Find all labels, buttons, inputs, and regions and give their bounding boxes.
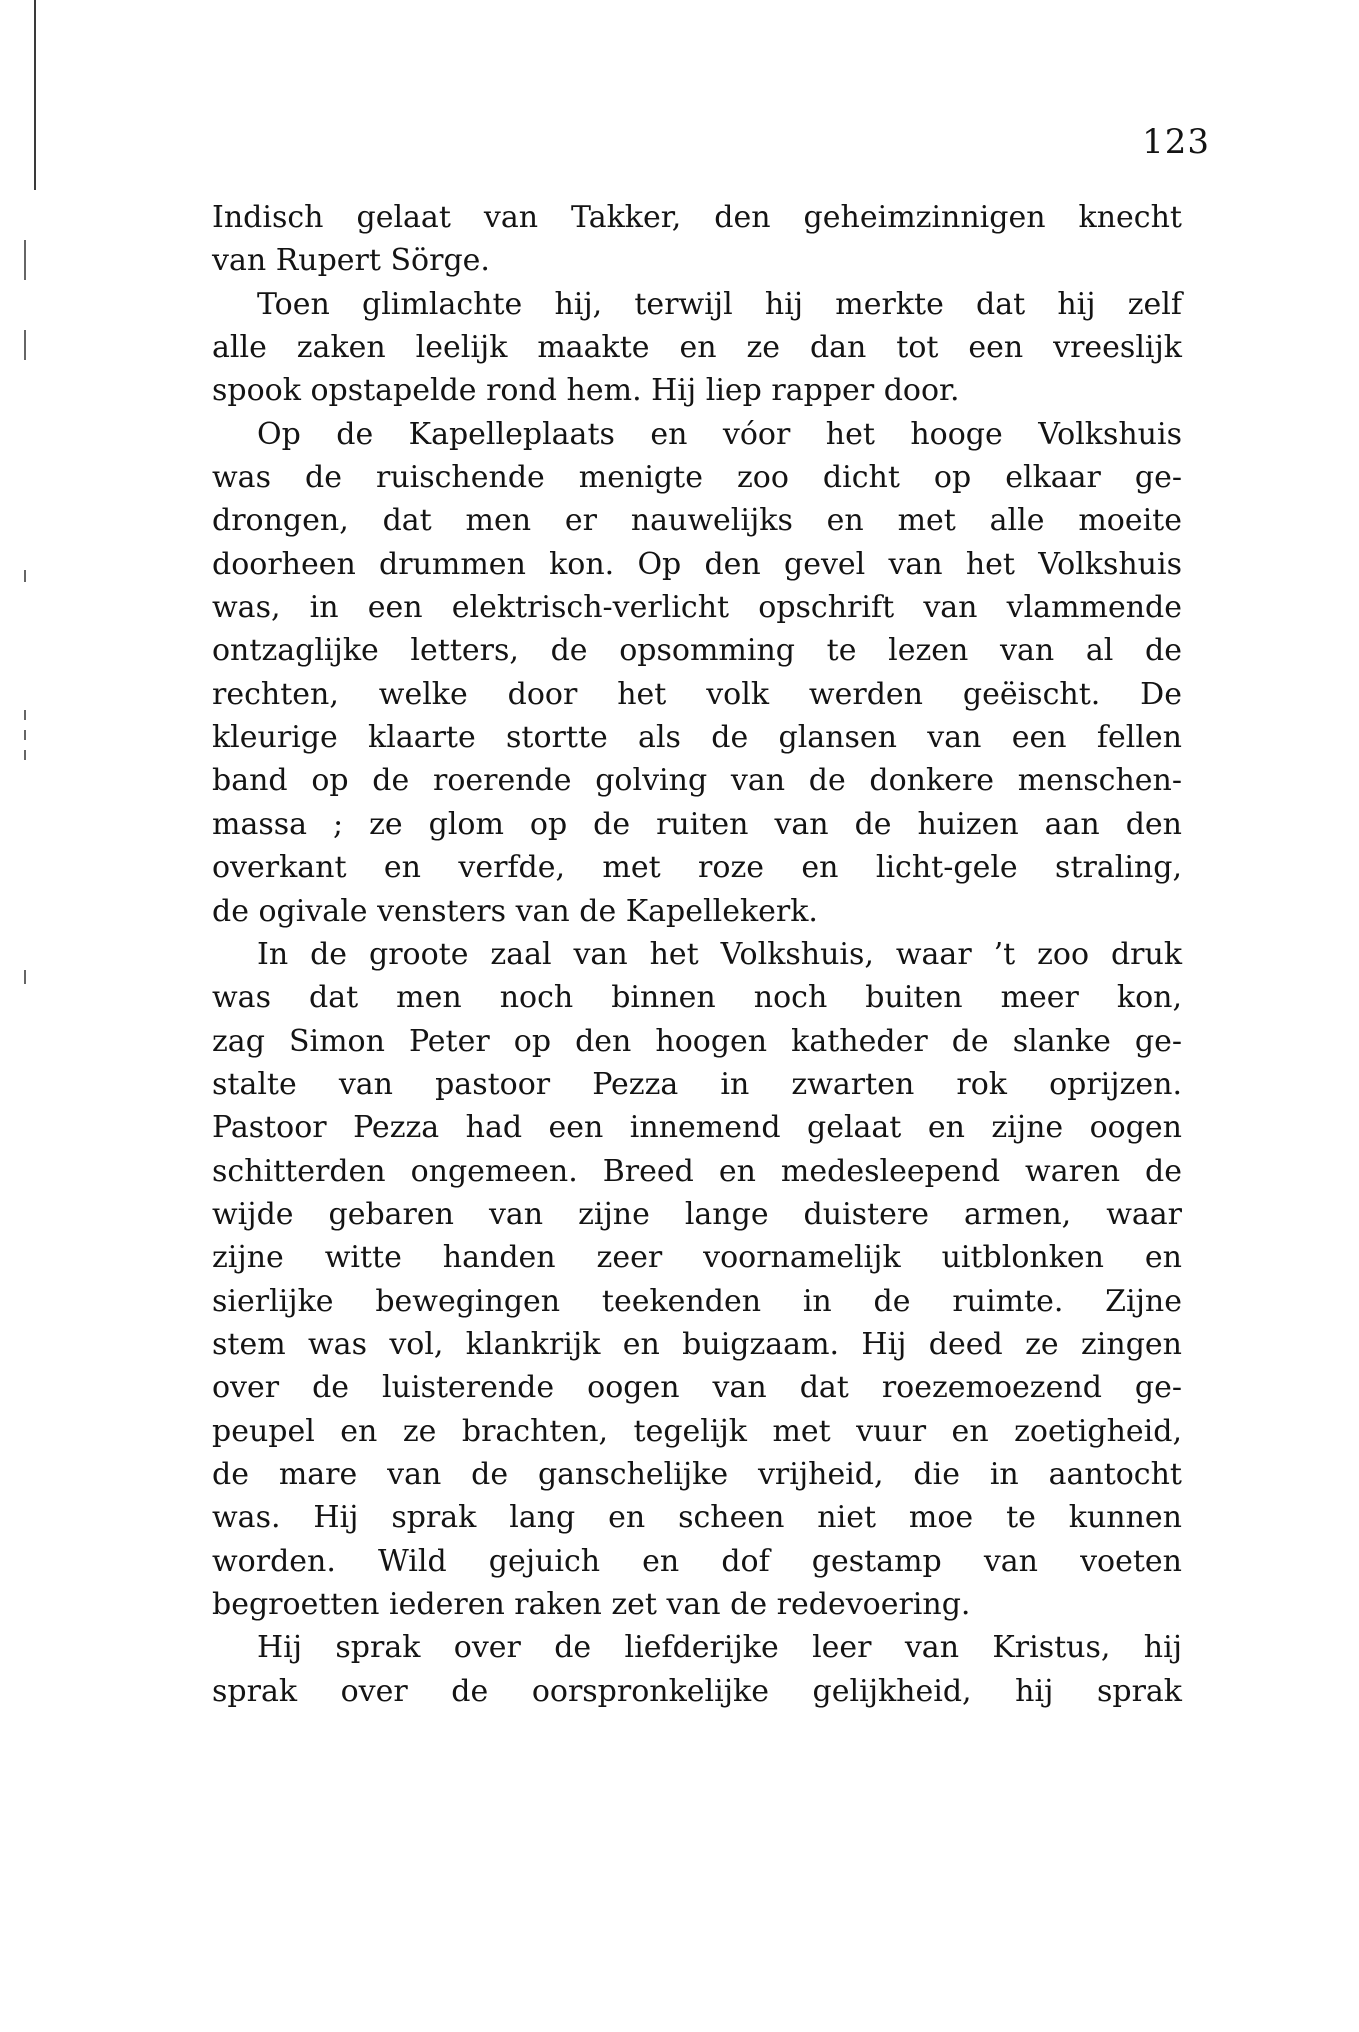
speck bbox=[24, 970, 26, 984]
text-line: rechten, welke door het volk werden geëischt. De bbox=[212, 676, 1182, 712]
paragraph bbox=[212, 1626, 1182, 1713]
text-line: alle zaken leelijk maakte en ze dan tot een vreeslijk bbox=[212, 330, 1182, 366]
text-line: massa ; ze glom op de ruiten van de huizen aan den bbox=[212, 806, 1182, 842]
page-number: 123 bbox=[1142, 122, 1210, 162]
text-line: sprak over de oorspronkelijke gelijkheid, hij sprak bbox=[212, 1673, 1182, 1709]
binding-specks bbox=[24, 190, 36, 1190]
text-line: Toen glimlachte hij, terwijl hij merkte dat hij zelf bbox=[257, 286, 1182, 322]
text-line: zijne witte handen zeer voornamelijk uitblonken en bbox=[212, 1240, 1182, 1276]
paragraph bbox=[212, 196, 1182, 283]
text-line: zag Simon Peter op den hoogen katheder de slanke ge- bbox=[212, 1023, 1182, 1059]
text-line: over de luisterende oogen van dat roezemoezend ge- bbox=[212, 1370, 1182, 1406]
text-line: worden. Wild gejuich en dof gestamp van voeten bbox=[212, 1543, 1182, 1579]
text-line: de ogivale vensters van de Kapellekerk. bbox=[212, 893, 818, 929]
speck bbox=[24, 240, 26, 280]
speck bbox=[24, 330, 26, 360]
page-binding-edge bbox=[34, 0, 36, 190]
text-line: sierlijke bewegingen teekenden in de ruimte. Zijne bbox=[212, 1283, 1182, 1319]
speck bbox=[24, 710, 26, 720]
text-line: Pastoor Pezza had een innemend gelaat en zijne oogen bbox=[212, 1110, 1182, 1146]
text-line: Op de Kapelleplaats en vóor het hooge Volkshuis bbox=[257, 416, 1182, 452]
body-text bbox=[212, 196, 1182, 1713]
text-line: kleurige klaarte stortte als de glansen van een fellen bbox=[212, 720, 1182, 756]
text-line: was, in een elektrisch-verlicht opschrift van vlammende bbox=[212, 590, 1182, 626]
text-line: In de groote zaal van het Volkshuis, waar ’t zoo druk bbox=[257, 936, 1182, 972]
paragraph bbox=[212, 933, 1182, 1627]
text-line: stalte van pastoor Pezza in zwarten rok oprijzen. bbox=[212, 1066, 1182, 1102]
text-line: was de ruischende menigte zoo dicht op elkaar ge- bbox=[212, 460, 1182, 496]
text-line: de mare van de ganschelijke vrijheid, die in aantocht bbox=[212, 1456, 1182, 1492]
text-line: spook opstapelde rond hem. Hij liep rapper door. bbox=[212, 373, 960, 409]
text-line: doorheen drummen kon. Op den gevel van het Volkshuis bbox=[212, 546, 1182, 582]
text-line: ontzaglijke letters, de opsomming te lezen van al de bbox=[212, 633, 1182, 669]
text-line: was. Hij sprak lang en scheen niet moe te kunnen bbox=[212, 1500, 1182, 1536]
text-line: van Rupert Sörge. bbox=[212, 243, 490, 279]
text-line: wijde gebaren van zijne lange duistere armen, waar bbox=[212, 1196, 1182, 1232]
text-line: stem was vol, klankrijk en buigzaam. Hij deed ze zingen bbox=[212, 1326, 1182, 1362]
text-line: schitterden ongemeen. Breed en medesleepend waren de bbox=[212, 1153, 1182, 1189]
speck bbox=[24, 570, 26, 582]
text-line: overkant en verfde, met roze en licht-gele straling, bbox=[212, 850, 1182, 886]
text-line: Indisch gelaat van Takker, den geheimzinnigen knecht bbox=[212, 200, 1182, 235]
text-line: peupel en ze brachten, tegelijk met vuur en zoetigheid, bbox=[212, 1413, 1182, 1449]
speck bbox=[24, 750, 26, 760]
text-line: band op de roerende golving van de donkere menschen- bbox=[212, 763, 1182, 799]
text-line: was dat men noch binnen noch buiten meer kon, bbox=[212, 980, 1182, 1016]
speck bbox=[24, 730, 26, 740]
text-line: begroetten iederen raken zet van de redevoering. bbox=[212, 1587, 971, 1622]
text-line: drongen, dat men er nauwelijks en met alle moeite bbox=[212, 503, 1182, 539]
text-line: Hij sprak over de liefderijke leer van Kristus, hij bbox=[257, 1630, 1182, 1666]
paragraph bbox=[212, 283, 1182, 413]
paragraph bbox=[212, 413, 1182, 933]
